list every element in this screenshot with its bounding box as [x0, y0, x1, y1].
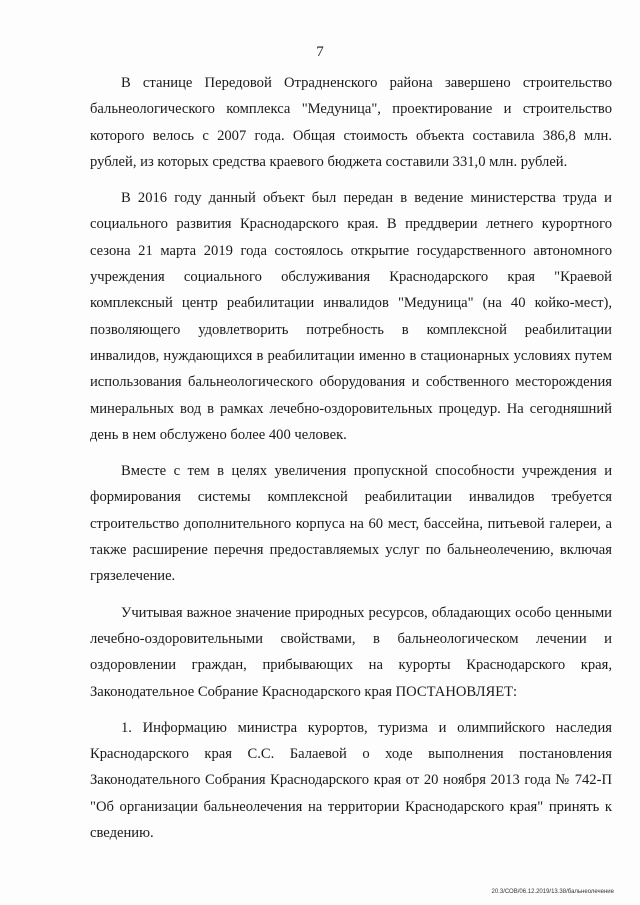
- paragraph-medunitsa-construction: В станице Передовой Отрадненского района завершено строительство бальнеологического комплекса "Медуница", проектирование и строительство которого велось с 2007 года. Общая стоимость объекта составила 386,8 млн. рублей, из которых средства краевого бюджета составили 331,0 млн. рублей.: [90, 75, 612, 170]
- footer-file-reference: 20.3/СОВ/06.12.2019/13.38/бальнеолечение: [491, 889, 614, 895]
- paragraph-resolution-item-1: 1. Информацию министра курортов, туризма и олимпийского наследия Краснодарского края С.С. Балаевой о ходе выполнения постановления Законодательного Собрания Краснодарского края от 20 ноября 2013 года № 742-П "Об организации бальнеолечения на территории Краснодарского края" принять к сведению.: [90, 719, 612, 842]
- document-body: [90, 70, 612, 846]
- paragraph-resolution-preamble: Учитывая важное значение природных ресурсов, обладающих особо ценными лечебно-оздоровительными свойствами, в бальнеологическом лечении и оздоровлении граждан, прибывающих на курорты Краснодарского края, Законодательное Собрание Краснодарского края ПОСТАНОВЛЯЕТ:: [90, 604, 612, 700]
- paragraph-rehabilitation-center: В 2016 году данный объект был передан в ведение министерства труда и социального развития Краснодарского края. В преддверии летнего курортного сезона 21 марта 2019 года состоялось открытие государственного автономного учреждения социального обслуживания Краснодарского края "Краевой комплексный центр реабилитации инвалидов "Медуница" (на 40 койко-мест), позволяющего удовлетворить потребность в комплексной реабилитации инвалидов, нуждающихся в реабилитации именно в стационарных условиях путем использования бальнеологического оборудования и собственного месторождения минеральных вод в рамках лечебно-оздоровительных процедур. На сегодняшний день в нем обслужено более 400 человек.: [90, 190, 612, 443]
- paragraph-capacity-expansion: Вместе с тем в целях увеличения пропускной способности учреждения и формирования системы комплексной реабилитации инвалидов требуется строительство дополнительного корпуса на 60 мест, бассейна, питьевой галереи, а также расширение перечня предоставляемых услуг по бальнеолечению, включая грязелечение.: [90, 463, 612, 585]
- page-number: 7: [316, 44, 324, 60]
